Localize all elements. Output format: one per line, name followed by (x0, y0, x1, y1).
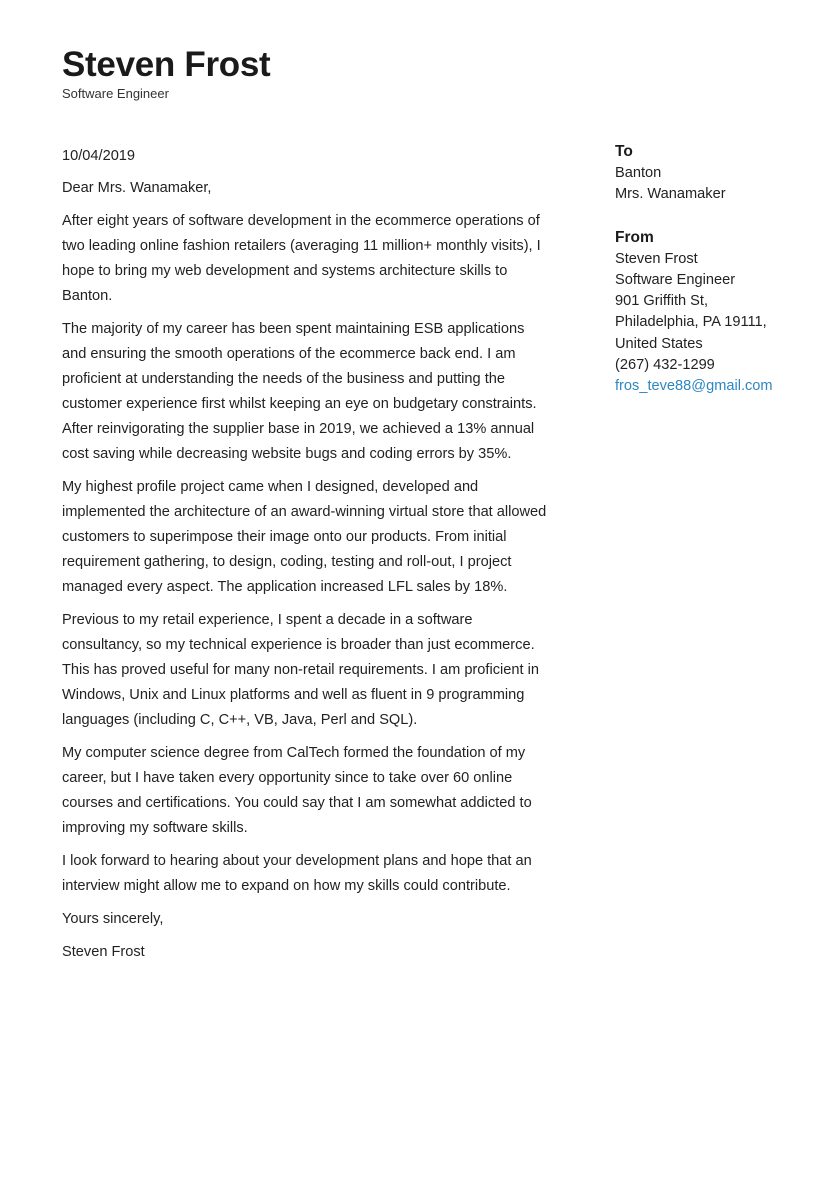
letter-paragraph: My computer science degree from CalTech formed the foundation of my career, but I have taken every opportunity since to take over 60 online courses and certifications. You could say that I am somewhat addicted to improving my software skills. (62, 745, 532, 836)
sender-email-link[interactable]: fros_teve88@gmail.com (615, 378, 773, 395)
recipient-heading: To (615, 143, 633, 160)
sender-address-line1: 901 Griffith St, (615, 293, 709, 310)
letter-greeting: Dear Mrs. Wanamaker, (62, 180, 212, 196)
letter-signature: Steven Frost (62, 944, 145, 960)
sender-phone: (267) 432-1299 (615, 357, 715, 374)
letter-header (62, 44, 270, 102)
letter-paragraph: Previous to my retail experience, I spent a decade in a software consultancy, so my technical experience is broader than just ecommerce. This has proved useful for many non-retail requirements. I am proficient in Windows, Unix and Linux platforms and well as fluent in 9 programming languages (including C, C++, VB, Java, Perl and SQL). (62, 612, 539, 728)
contact-sidebar (615, 141, 825, 419)
sender-job-title: Software Engineer (62, 86, 169, 101)
sender-name-title: Steven Frost (62, 45, 271, 84)
letter-paragraph: My highest profile project came when I designed, developed and implemented the architecture of an award-winning virtual store that allowed customers to superimpose their image onto our products. From initial requirement gathering, to design, coding, testing and roll-out, I project managed every aspect. The application increased LFL sales by 18%. (62, 479, 547, 595)
letter-paragraph: I look forward to hearing about your development plans and hope that an interview might allow me to expand on how my skills could contribute. (62, 853, 532, 894)
sender-address-line2: Philadelphia, PA 19111, (615, 314, 767, 331)
letter-paragraph: After eight years of software development in the ecommerce operations of two leading online fashion retailers (averaging 11 million+ monthly visits), I hope to bring my web development and systems architecture skills to Banton. (62, 213, 541, 304)
recipient-block (615, 141, 825, 206)
recipient-company: Banton (615, 165, 662, 181)
sender-title: Software Engineer (615, 271, 736, 288)
recipient-name: Mrs. Wanamaker (615, 186, 726, 203)
letter-date: 10/04/2019 (62, 148, 136, 164)
letter-paragraph: The majority of my career has been spent maintaining ESB applications and ensuring the smooth operations of the ecommerce back end. I am proficient at understanding the needs of the business and putting the customer experience first whilst keeping an eye on budgetary constraints. After reinvigorating the supplier base in 2019, we achieved a 13% annual cost saving while decreasing website bugs and coding errors by 35%. (62, 321, 537, 462)
sender-heading: From (615, 228, 654, 246)
letter-closing: Yours sincerely, (62, 911, 164, 927)
sender-block (615, 227, 825, 398)
letter-body (62, 144, 547, 973)
sender-name: Steven Frost (615, 250, 698, 267)
sender-country: United States (615, 335, 703, 352)
